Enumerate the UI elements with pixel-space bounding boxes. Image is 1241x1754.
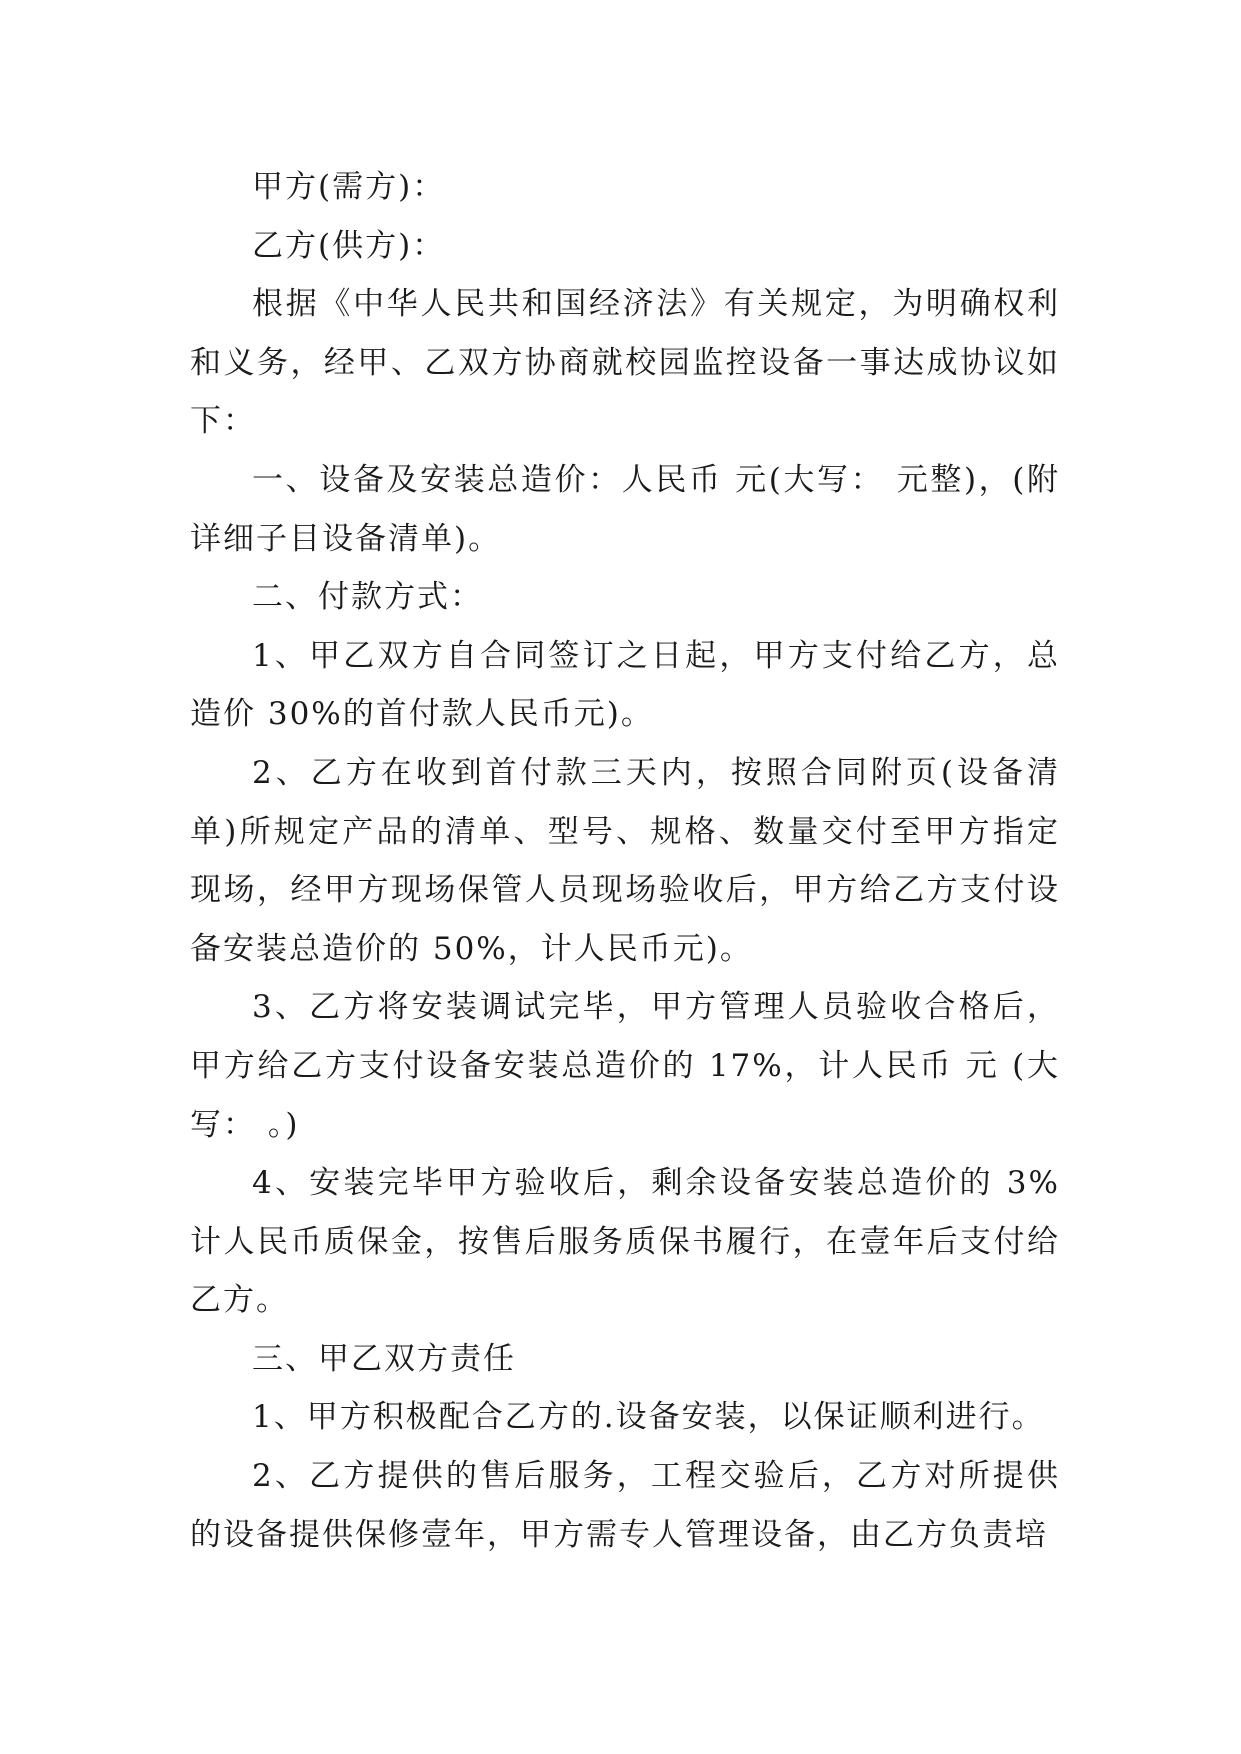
payment-item-1: 1、甲乙双方自合同签订之日起，甲方支付给乙方，总造价 30%的首付款人民币元)。 [190, 637, 1060, 733]
document-body [190, 158, 1060, 1564]
responsibility-item-2: 2、乙方提供的售后服务，工程交验后，乙方对所提供的设备提供保修壹年，甲方需专人管理设备，由乙方负责培 [190, 1458, 1060, 1553]
responsibility-item-1: 1、甲方积极配合乙方的.设备安装，以保证顺利进行。 [252, 1399, 1045, 1436]
clause-1-total-price: 一、设备及安装总造价：人民币 元(大写： 元整)，(附详细子目设备清单)。 [190, 461, 1060, 557]
payment-item-2: 2、乙方在收到首付款三天内，按照合同附页(设备清单)所规定产品的清单、型号、规格、数量交付至甲方指定现场，经甲方现场保管人员现场验收后，甲方给乙方支付设备安装总造价的 50%，计人民币元)。 [190, 754, 1060, 967]
payment-item-3: 3、乙方将安装调试完毕，甲方管理人员验收合格后，甲方给乙方支付设备安装总造价的 17%，计人民币 元 (大写： 。) [190, 989, 1060, 1143]
clause-2-heading: 二、付款方式： [252, 579, 483, 616]
preamble-paragraph: 根据《中华人民共和国经济法》有关规定，为明确权利和义务，经甲、乙双方协商就校园监控设备一事达成协议如下： [190, 286, 1060, 440]
party-a-line: 甲方(需方)： [252, 169, 446, 205]
clause-3-heading: 三、甲乙双方责任 [252, 1340, 516, 1377]
party-b-line: 乙方(供方)： [252, 227, 446, 264]
payment-item-4: 4、安装完毕甲方验收后，剩余设备安装总造价的 3%计人民币质保金，按售后服务质保书履行，在壹年后支付给乙方。 [190, 1165, 1060, 1319]
